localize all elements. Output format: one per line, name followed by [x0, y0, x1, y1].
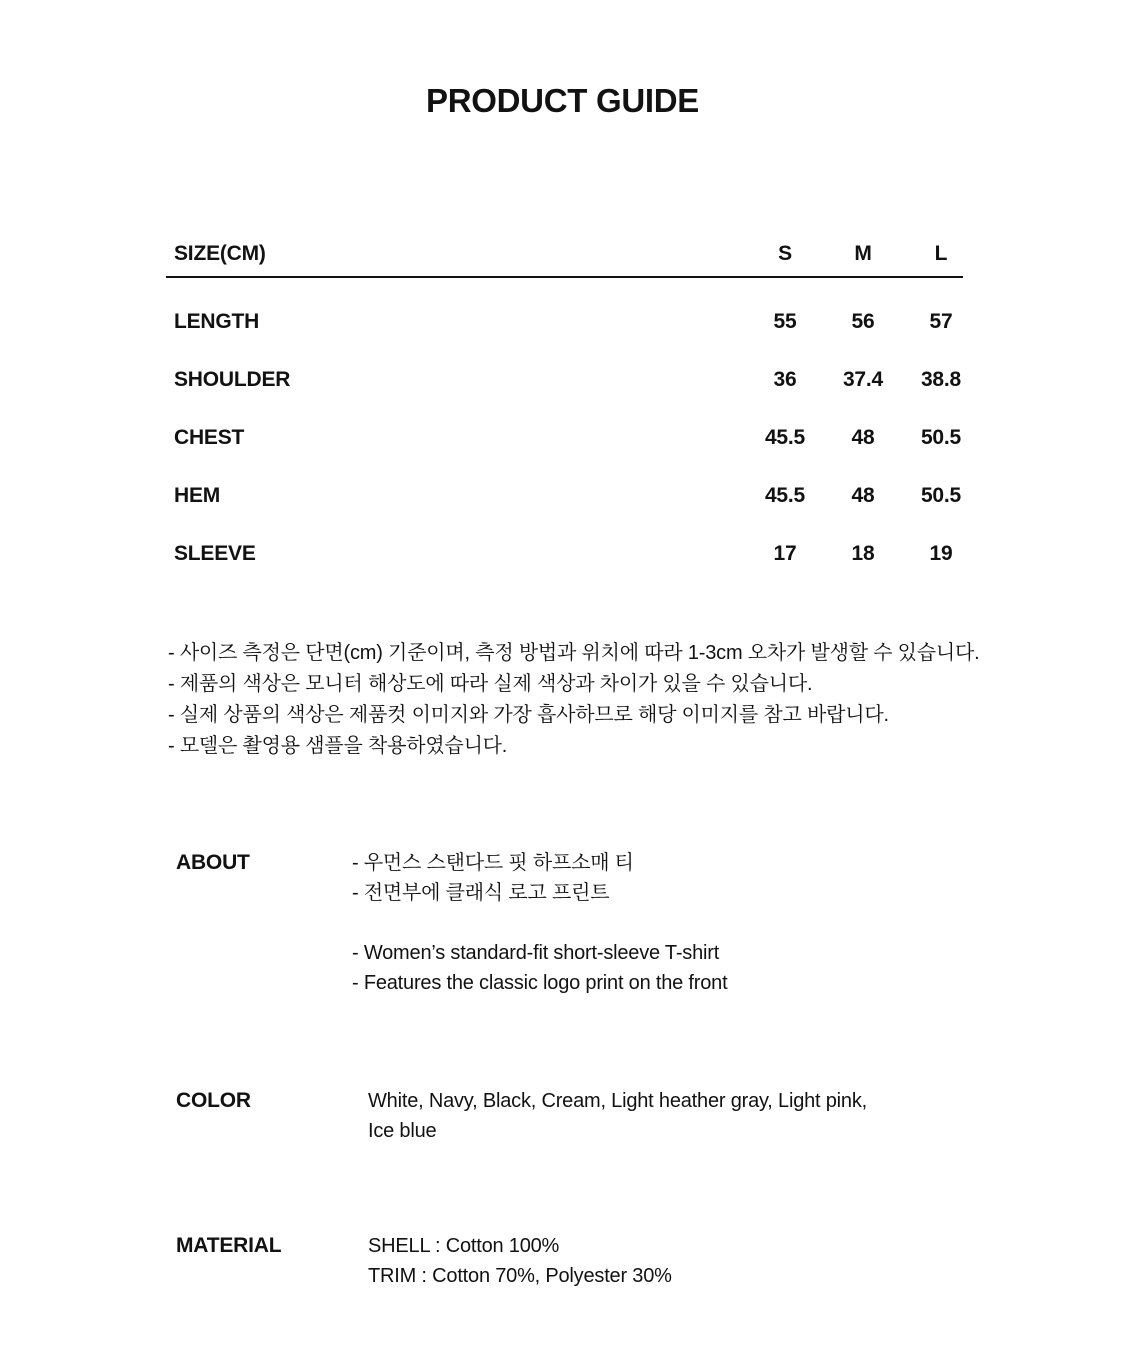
size-table	[166, 238, 980, 583]
about-line-spacer	[352, 908, 727, 938]
material-section	[176, 1231, 672, 1291]
table-row-hem	[166, 467, 980, 525]
column-header-s: S	[778, 242, 792, 265]
about-line: - 전면부에 클래식 로고 프린트	[352, 882, 610, 904]
material-line-trim: TRIM : Cotton 70%, Polyester 30%	[368, 1265, 672, 1287]
table-row-sleeve	[166, 525, 980, 583]
column-header-m: M	[854, 242, 872, 265]
table-row-chest	[166, 409, 980, 467]
row-label: SLEEVE	[174, 542, 256, 565]
row-label: CHEST	[174, 426, 245, 449]
row-label: SHOULDER	[174, 368, 291, 391]
note-line: - 제품의 색상은 모니터 해상도에 따라 실제 색상과 차이가 있을 수 있습니다.	[168, 673, 813, 695]
table-row-length	[166, 293, 980, 351]
row-label: LENGTH	[174, 310, 260, 333]
material-content	[368, 1231, 672, 1291]
material-label: MATERIAL	[176, 1234, 282, 1257]
color-section	[176, 1086, 867, 1146]
color-label: COLOR	[176, 1089, 251, 1112]
size-unit-label: SIZE(CM)	[174, 242, 266, 265]
size-notes	[168, 638, 980, 762]
table-row-shoulder	[166, 351, 980, 409]
row-label: HEM	[174, 484, 221, 507]
row-value-s: 17	[773, 542, 797, 565]
row-value-s: 36	[773, 368, 797, 391]
about-line: - Features the classic logo print on the front	[352, 972, 728, 994]
about-section	[176, 848, 727, 998]
about-label: ABOUT	[176, 851, 250, 874]
row-value-s: 45.5	[764, 484, 806, 507]
row-value-l: 50.5	[920, 484, 962, 507]
row-value-l: 19	[929, 542, 953, 565]
row-value-l: 50.5	[920, 426, 962, 449]
row-value-s: 45.5	[764, 426, 806, 449]
note-line: - 사이즈 측정은 단면(cm) 기준이며, 측정 방법과 위치에 따라 1-3cm 오차가 발생할 수 있습니다.	[168, 642, 980, 664]
row-value-l: 38.8	[920, 368, 962, 391]
material-line-shell: SHELL : Cotton 100%	[368, 1235, 560, 1257]
row-value-m: 37.4	[842, 368, 884, 391]
note-line: - 모델은 촬영용 샘플을 착용하였습니다.	[168, 735, 508, 757]
about-content	[352, 848, 727, 998]
note-line: - 실제 상품의 색상은 제품컷 이미지와 가장 흡사하므로 해당 이미지를 참고 바랍니다.	[168, 704, 889, 726]
about-line: - Women’s standard-fit short-sleeve T-shirt	[352, 942, 720, 964]
row-value-s: 55	[773, 310, 797, 333]
row-value-l: 57	[929, 310, 953, 333]
about-line: - 우먼스 스탠다드 핏 하프소매 티	[352, 852, 634, 874]
row-value-m: 48	[851, 426, 875, 449]
row-value-m: 56	[851, 310, 875, 333]
size-table-header	[166, 238, 980, 270]
row-value-m: 18	[851, 542, 875, 565]
color-line: White, Navy, Black, Cream, Light heather gray, Light pink,	[368, 1090, 867, 1112]
row-value-m: 48	[851, 484, 875, 507]
color-content	[368, 1086, 867, 1146]
color-line: Ice blue	[368, 1120, 437, 1142]
size-table-body	[166, 278, 980, 583]
column-header-l: L	[934, 242, 948, 265]
page-title: PRODUCT GUIDE	[426, 82, 699, 119]
